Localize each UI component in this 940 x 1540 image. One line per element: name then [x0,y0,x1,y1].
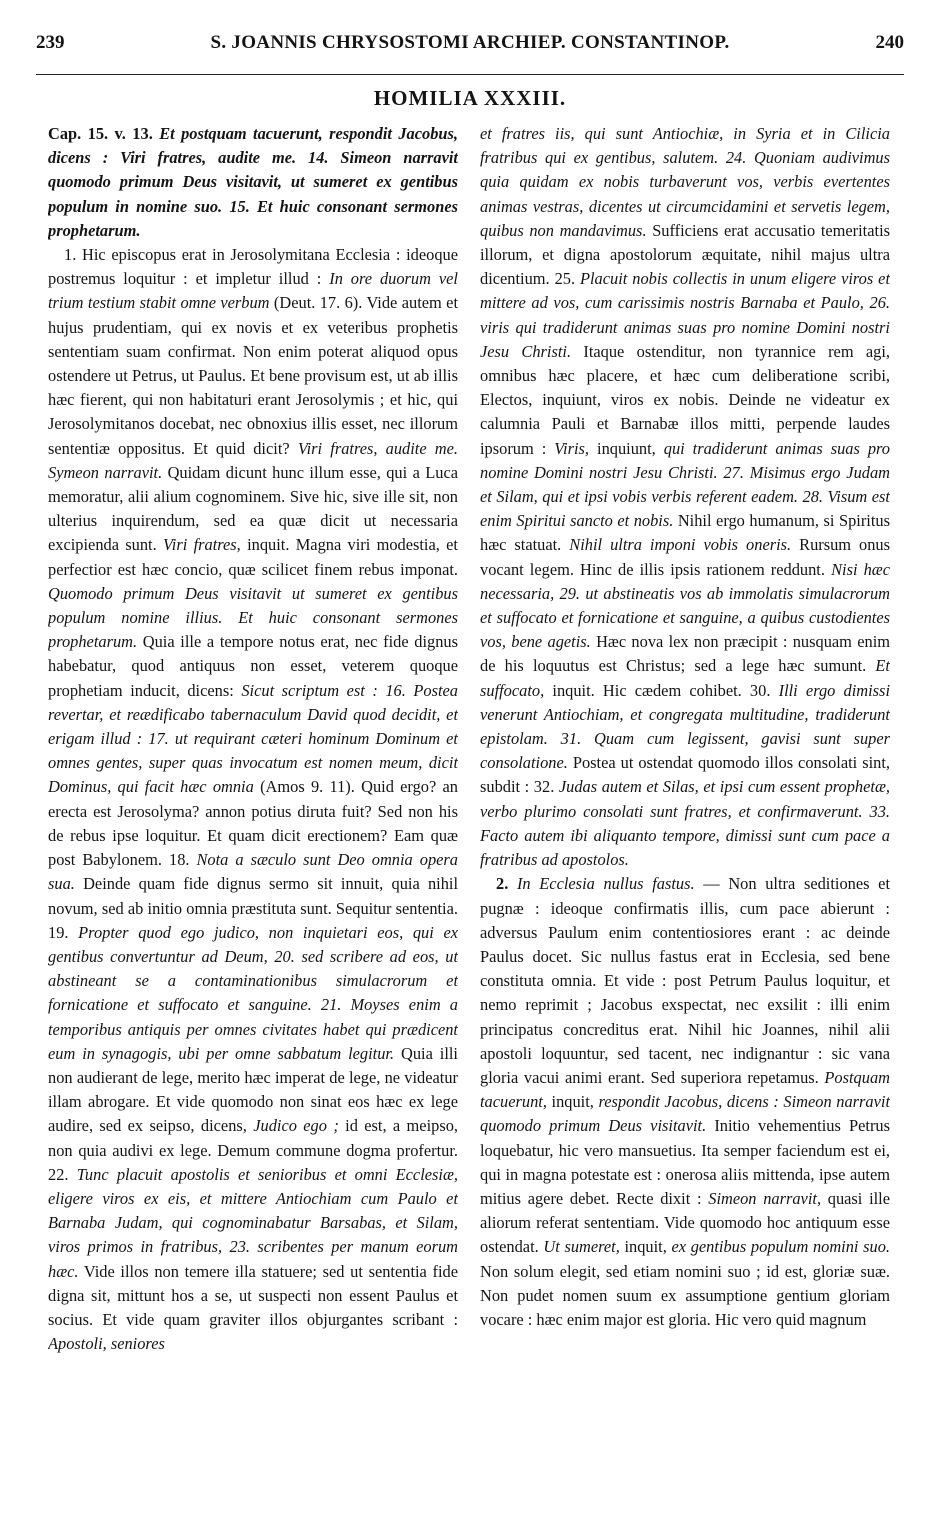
text-span: inquit, [619,1237,672,1257]
text-span: Hæc nova lex non præcipit : nusquam enim de his loquutus est Christus; sed a lege hæc sumunt. [480,632,890,676]
text-span: inquit. Magna viri modestia, et perfectior est hæc concio, quæ scilicet finem rebus imponat. [48,535,458,579]
homily-title: HOMILIA XXXIII. [373,86,567,110]
text-span: Itaque ostenditur, non tyrannice rem agi, omnibus hæc placere, et hæc cum deliberatione scribi, Electos, inquiunt, viros ex nobis. Deinde ne videatur ex calumnia Pauli et Barnabæ illos mitti, perpende laudes ipsorum : [480,341,890,458]
text-span: quasi ille aliorum referat sententiam. Vide quomodo hoc antiquum esse ostendat. [480,1188,890,1257]
chapter-reference: Cap. 15. v. 13. [48,124,153,143]
text-span: Sufficiens erat accusatio temeritatis illorum, et digna apostolorum æquitate, nihil majus ultra dicentium. 25. [480,220,890,289]
section-number: 2. [496,874,517,894]
text-span: Initio vehementius Petrus loquebatur, hic vero mansuetius. Ita semper faciendum est ei, qui in magna potestate est : onerosa aliis mittenda, ipse autem mitius agere debet. Recte dixit : [480,1116,890,1208]
text-span: — Non ultra seditiones et pugnæ : ideoque confirmatis illis, cum pace abierunt : adversus Paulum enim contentiosiores erant : ac deinde Paulus docet. Sic nullus fastus erat in Ecclesia, sed bene constituta omnia. Et vide : post Petrum Paulus loquitur, et nemo reprimit ; Jacobus exspectat, nec exsilit : illi enim principatus concreditus erat. Nihil hic Joannes, nihil alii apostoli loquuntur, sed tacent, nec indignantur : sic vana gloria vacui animi erant. Sed superiora repetamus. [480,874,890,1087]
right-column [480,122,890,1522]
italic-span: Et suffocato, [480,656,890,700]
italic-span: Viri fratres, [163,535,241,555]
header-rule [36,74,904,75]
summary-text: Et postquam tacuerunt, respondit Jacobus, dicens : Viri fratres, audite me. 14. Simeon narravit quomodo primum Deus visitavit, ut sumeret ex gentibus populum in nomine suo. 15. Et huic consonant sermones prophetarum. [48,124,458,240]
page-number-left: 239 [36,32,65,53]
text-span: Quia illi non audierant de lege, merito hæc imperat de lege, ne videatur illam abrogare. Et vide quomodo non sinat eos hæc ex lege audire, sed ex seipso, dicens, [48,1043,458,1136]
text-span: Postea ut ostendat quomodo illos consolati sint, subdit : 32. [480,753,890,797]
italic-span: Placuit nobis collectis in unum eligere viros et mittere ad vos, cum carissimis nostris Barnaba et Paulo, 26. viris qui tradiderunt animas suas pro nomine Domini nostri Jesu Christi. [480,269,890,361]
italic-span: qui tradiderunt animas suas pro nomine Domini nostri Jesu Christi. 27. Misimus ergo Judam et Silam, qui et ipsi vobis verbis referent eadem. 28. Visum est enim Spiritui sancto et nobis. [480,438,890,531]
italic-span: Tunc placuit apostolis et senioribus et omni Ecclesiæ, eligere viros ex eis, et mittere Antiochiam cum Paulo et Barnaba Judam, qui cognominabatur Barsabas, et Silam, viros primos in fratribus, 23. scribentes per manum eorum hæc. [48,1164,458,1281]
italic-span: respondit Jacobus, dicens : Simeon narravit quomodo primum Deus visitavit. [480,1092,890,1136]
italic-span: Nota a sæculo sunt Deo omnia opera sua. [48,850,458,894]
paragraph-1-continued [480,122,890,872]
text-span: 1. Hic episcopus erat in Jerosolymitana Ecclesia : ideoque postremus loquitur : et impletur illud : [48,245,458,289]
italic-span: Viri fratres, audite me. Symeon narravit. [48,438,458,482]
italic-span: Quomodo primum Deus visitavit ut sumeret ex gentibus populum nomine illius. Et huic consonant sermones prophetarum. [48,583,458,652]
italic-span: ex gentibus populum nomini suo. [671,1237,890,1257]
text-span: (Amos 9. 11). Quid ergo? an erecta est Jerosolyma? annon potius diruta fuit? Sed non his de rebus ipse loquitur. Et quam dicit erectionem? Eam quæ post Babylonem. 18. [48,777,458,870]
text-span: id est, a meipso, non quia audivi ex lege. Demum commune dogma profertur. 22. [48,1116,458,1184]
italic-span: Simeon narravit, [708,1188,822,1208]
italic-span: et fratres iis, qui sunt Antiochiæ, in Syria et in Cilicia fratribus qui ex gentibus, salutem. 24. Quoniam audivimus quia quidam ex nobis turbaverunt vos, verbis evertentes animas vestras, dicentes ut circumcidamini et servetis legem, quibus non mandavimus. [480,124,890,240]
italic-span: Propter quod ego judico, non inquietari eos, qui ex gentibus convertuntur ad Deum, 20. sed scribere ad eos, ut abstineant se a contaminationibus simulacrorum et fornicatione et suffocato et sanguine. 21. Moyses enim a temporibus antiquis per omnes civitates habet qui prædicent eum in synagogis, ubi per omne sabbatum legitur. [48,922,458,1063]
left-column [48,122,458,1522]
text-span: Quia ille a tempore notus erat, nec fide dignus habebatur, quod antiquus non esset, veterem quoque prophetiam inducit, dicens: [48,632,458,700]
italic-span: Sicut scriptum est : 16. Postea revertar, et reædificabo tabernaculum David quod decidit, et erigam illud : 17. ut requirant cæteri hominum Dominum et omnes gentes, super quas invocatum est nomen meum, dicit Dominus, qui facit hæc omnia [48,680,458,797]
italic-span: Postquam tacuerunt, [480,1067,890,1112]
italic-span: In ore duorum vel trium testium stabit omne verbum [48,269,458,313]
text-span: Vide illos non temere illa statuere; sed ut sententia fide digna sit, mittunt hos a se, ut suspecti non essent Paulus et socius. Et vide quam graviter illos objurgantes scribant : [48,1261,458,1329]
italic-span: Judas autem et Silas, et ipsi cum essent prophetæ, verbo plurimo consolati sunt fratres, et confirmaverunt. 33. Facto autem ibi aliquanto tempore, dimissi sunt cum pace a fratribus ad apostolos. [480,777,890,870]
italic-span: Illi ergo dimissi venerunt Antiochiam, et congregata multitudine, tradiderunt epistolam. 31. Quam cum legissent, gavisi sunt super consolatione. [480,680,890,773]
italic-span: Nisi hæc necessaria, 29. ut abstineatis vos ab immolatis simulacrorum et suffocato et fornicatione et sanguine, a quibus custodientes vos, bene agetis. [480,559,890,652]
text-span: Non solum elegit, sed etiam nomini suo ; id est, gloriæ suæ. Non pudet nomen suum ex assumptione gentium gloriam vocare : hæc enim major est gloria. Hic vero quid magnum [480,1261,890,1329]
chapter-summary [48,122,458,243]
text-span: inquiunt, [589,438,664,458]
text-span: Quidam dicunt hunc illum esse, qui a Luca memoratur, alii alium cognominem. Sive hic, sive ille sit, non ulterius inquirendum, sed ea quæ dicit ut necessaria excipienda sunt. [48,462,458,555]
italic-span: Judico ego ; [253,1116,339,1136]
italic-span: Viris, [554,438,590,458]
text-span: Deinde quam fide dignus sermo sit innuit, quia nihil novum, sed ab initio omnia præstituta sunt. Sequitur sententia. 19. [48,874,458,942]
italic-span: Ut sumeret, [543,1237,620,1257]
text-span: Rursum onus vocant legem. Hinc de illis ipsis rationem reddunt. [480,535,890,579]
section-heading: In Ecclesia nullus fastus. [516,874,695,894]
italic-span: Nihil ultra imponi vobis oneris. [569,535,792,555]
paragraph-2 [480,872,890,1332]
text-span: inquit, [546,1092,599,1112]
running-head [36,32,904,60]
paragraph-1 [48,243,458,1356]
running-title: S. JOANNIS CHRYSOSTOMI ARCHIEP. CONSTANTINOP. [210,32,730,53]
italic-span: Apostoli, seniores [48,1334,165,1354]
page-number-right: 240 [875,32,904,53]
text-span: (Deut. 17. 6). Vide autem et hujus prudentiam, qui ex novis et ex veteribus prophetis sententiam suam confirmat. Non enim poterat aliquod opus ostendere ut Petrus, ut Paulus. Et bene provisum est, ut ab illis hæc fierent, qui non habitaturi erant Jerosolymis ; et hic, qui Jerosolymitanos docebat, nec obnoxius illis esset, nec illorum sententiæ oppositus. Et quid dicit? [48,293,458,458]
text-span: Nihil ergo humanum, si Spiritus hæc statuat. [480,511,890,555]
text-span: inquit. Hic cædem cohibet. 30. [544,680,779,700]
